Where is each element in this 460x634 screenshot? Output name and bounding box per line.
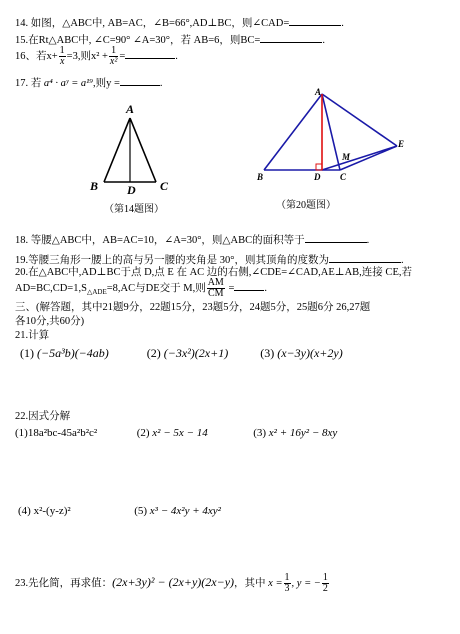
fraction: $\frac{1}{3}$ <box>284 572 290 595</box>
question-17: 17. 若 a⁴ · aʸ = a¹⁹,则y = . <box>15 74 163 91</box>
answer-blank <box>120 74 160 86</box>
question-18: 18. 等腰△ABC中，AB=AC=10，∠A=30°，则△ABC的面积等于 . <box>15 231 369 248</box>
figure-20-caption: （第20题图） <box>276 200 336 211</box>
figure-14-caption: （第14题图） <box>104 204 164 215</box>
question-19: 19.等腰三角形一腰上的高与另一腰的夹角是 30°，则其顶角的度数为 . <box>15 251 404 268</box>
question-17-post: ,则y = <box>92 78 120 89</box>
question-14-text: 14. 如图，△ABC中, AB=AC，∠B=66°,AD⊥BC，则∠CAD= <box>15 18 290 29</box>
fraction: $\frac{1}{\text{x²}}$ <box>109 45 118 68</box>
question-15-text: 15.在Rt△ABC中, ∠C=90° ∠A=30°，若 AB=6，则BC= <box>15 35 261 46</box>
question-22-items-2: (4) x²-(y-z)² (5) x³ − 4x²y + 4xy² <box>18 505 221 517</box>
question-16-pre: 16、若x+ <box>15 51 58 62</box>
question-18-text: 18. 等腰△ABC中，AB=AC=10，∠A=30°，则△ABC的面积等于 <box>15 235 305 246</box>
side-ac <box>130 118 156 182</box>
side-ab <box>264 94 322 170</box>
label-d: D <box>127 183 136 196</box>
question-17-expr: a⁴ · aʸ = a¹⁹ <box>43 78 93 89</box>
segment-de <box>322 146 397 170</box>
answer-blank <box>329 251 401 263</box>
label-a: A <box>126 102 135 116</box>
question-22-items: (1)18a²bc-45a²b²c² (2) x² − 5x − 14 (3) x² + 16y² − 8xy <box>15 427 338 439</box>
label-b: B <box>257 172 264 182</box>
answer-blank <box>125 47 175 59</box>
label-m: M <box>342 152 351 162</box>
answer-blank <box>260 31 322 43</box>
question-14: 14. 如图，△ABC中, AB=AC，∠B=66°,AD⊥BC，则∠CAD= . <box>15 14 344 31</box>
question-16: 16、若x+ $\frac{1}{x}$ =3,则x² + $\frac{1}{\text{x²}}$ = . <box>15 45 178 68</box>
label-c: C <box>340 172 347 182</box>
answer-blank <box>305 231 367 243</box>
question-16-post: = <box>119 51 126 62</box>
fraction: $\frac{AM}{CM}$ <box>207 277 224 300</box>
right-angle-mark <box>316 164 322 170</box>
question-15: 15.在Rt△ABC中, ∠C=90° ∠A=30°，若 AB=6，则BC= . <box>15 31 325 48</box>
question-19-text: 19.等腰三角形一腰上的高与另一腰的夹角是 30°，则其顶角的度数为 <box>15 255 329 266</box>
question-16-mid: =3,则x² + <box>66 51 108 62</box>
section-3-heading: 三、(解答题，其中21题9分，22题15分，23题5分，24题5分，25题6分 26,27题 <box>15 302 371 313</box>
figure-20 <box>252 86 412 186</box>
question-23: 23.先化简，再求值：(2x+3y)² − (2x+y)(2x−y)，其中 x = $\frac{1}{3}$ , y = − $\frac{1}{2}$ <box>15 572 328 595</box>
fraction: $\frac{1}{x}$ <box>59 45 65 68</box>
question-22-title: 22.因式分解 <box>15 411 71 422</box>
figure-14 <box>88 100 188 196</box>
question-21-title: 21.计算 <box>15 330 50 341</box>
answer-blank <box>234 279 264 291</box>
question-20-text: 20.在△ABC中,AD⊥BC于点 D,点 E 在 AC 边的右侧,∠CDE=∠CAD,AE⊥AB,连接 CE,若 <box>15 267 412 278</box>
answer-blank <box>289 14 341 26</box>
fraction: $\frac{1}{2}$ <box>322 572 328 595</box>
label-e: E <box>398 139 405 149</box>
label-a: A <box>315 87 322 97</box>
label-d: D <box>314 172 321 182</box>
question-17-pre: 17. 若 <box>15 78 42 89</box>
section-3-heading-cont: 各10分,共60分) <box>15 316 85 327</box>
question-21-items: (1) (−5a³b)(−4ab) (2) (−3x²)(2x+1) (3) (x−3y)(x+2y) <box>20 346 343 360</box>
side-ab <box>104 118 130 182</box>
label-b: B <box>90 179 99 193</box>
question-20-line-2: $AD=BC,CD=1,S_{\triangle ADE}=8,AC$与DE交于 M,则 $\frac{AM}{CM}$ = . <box>15 277 267 300</box>
label-c: C <box>160 179 169 193</box>
